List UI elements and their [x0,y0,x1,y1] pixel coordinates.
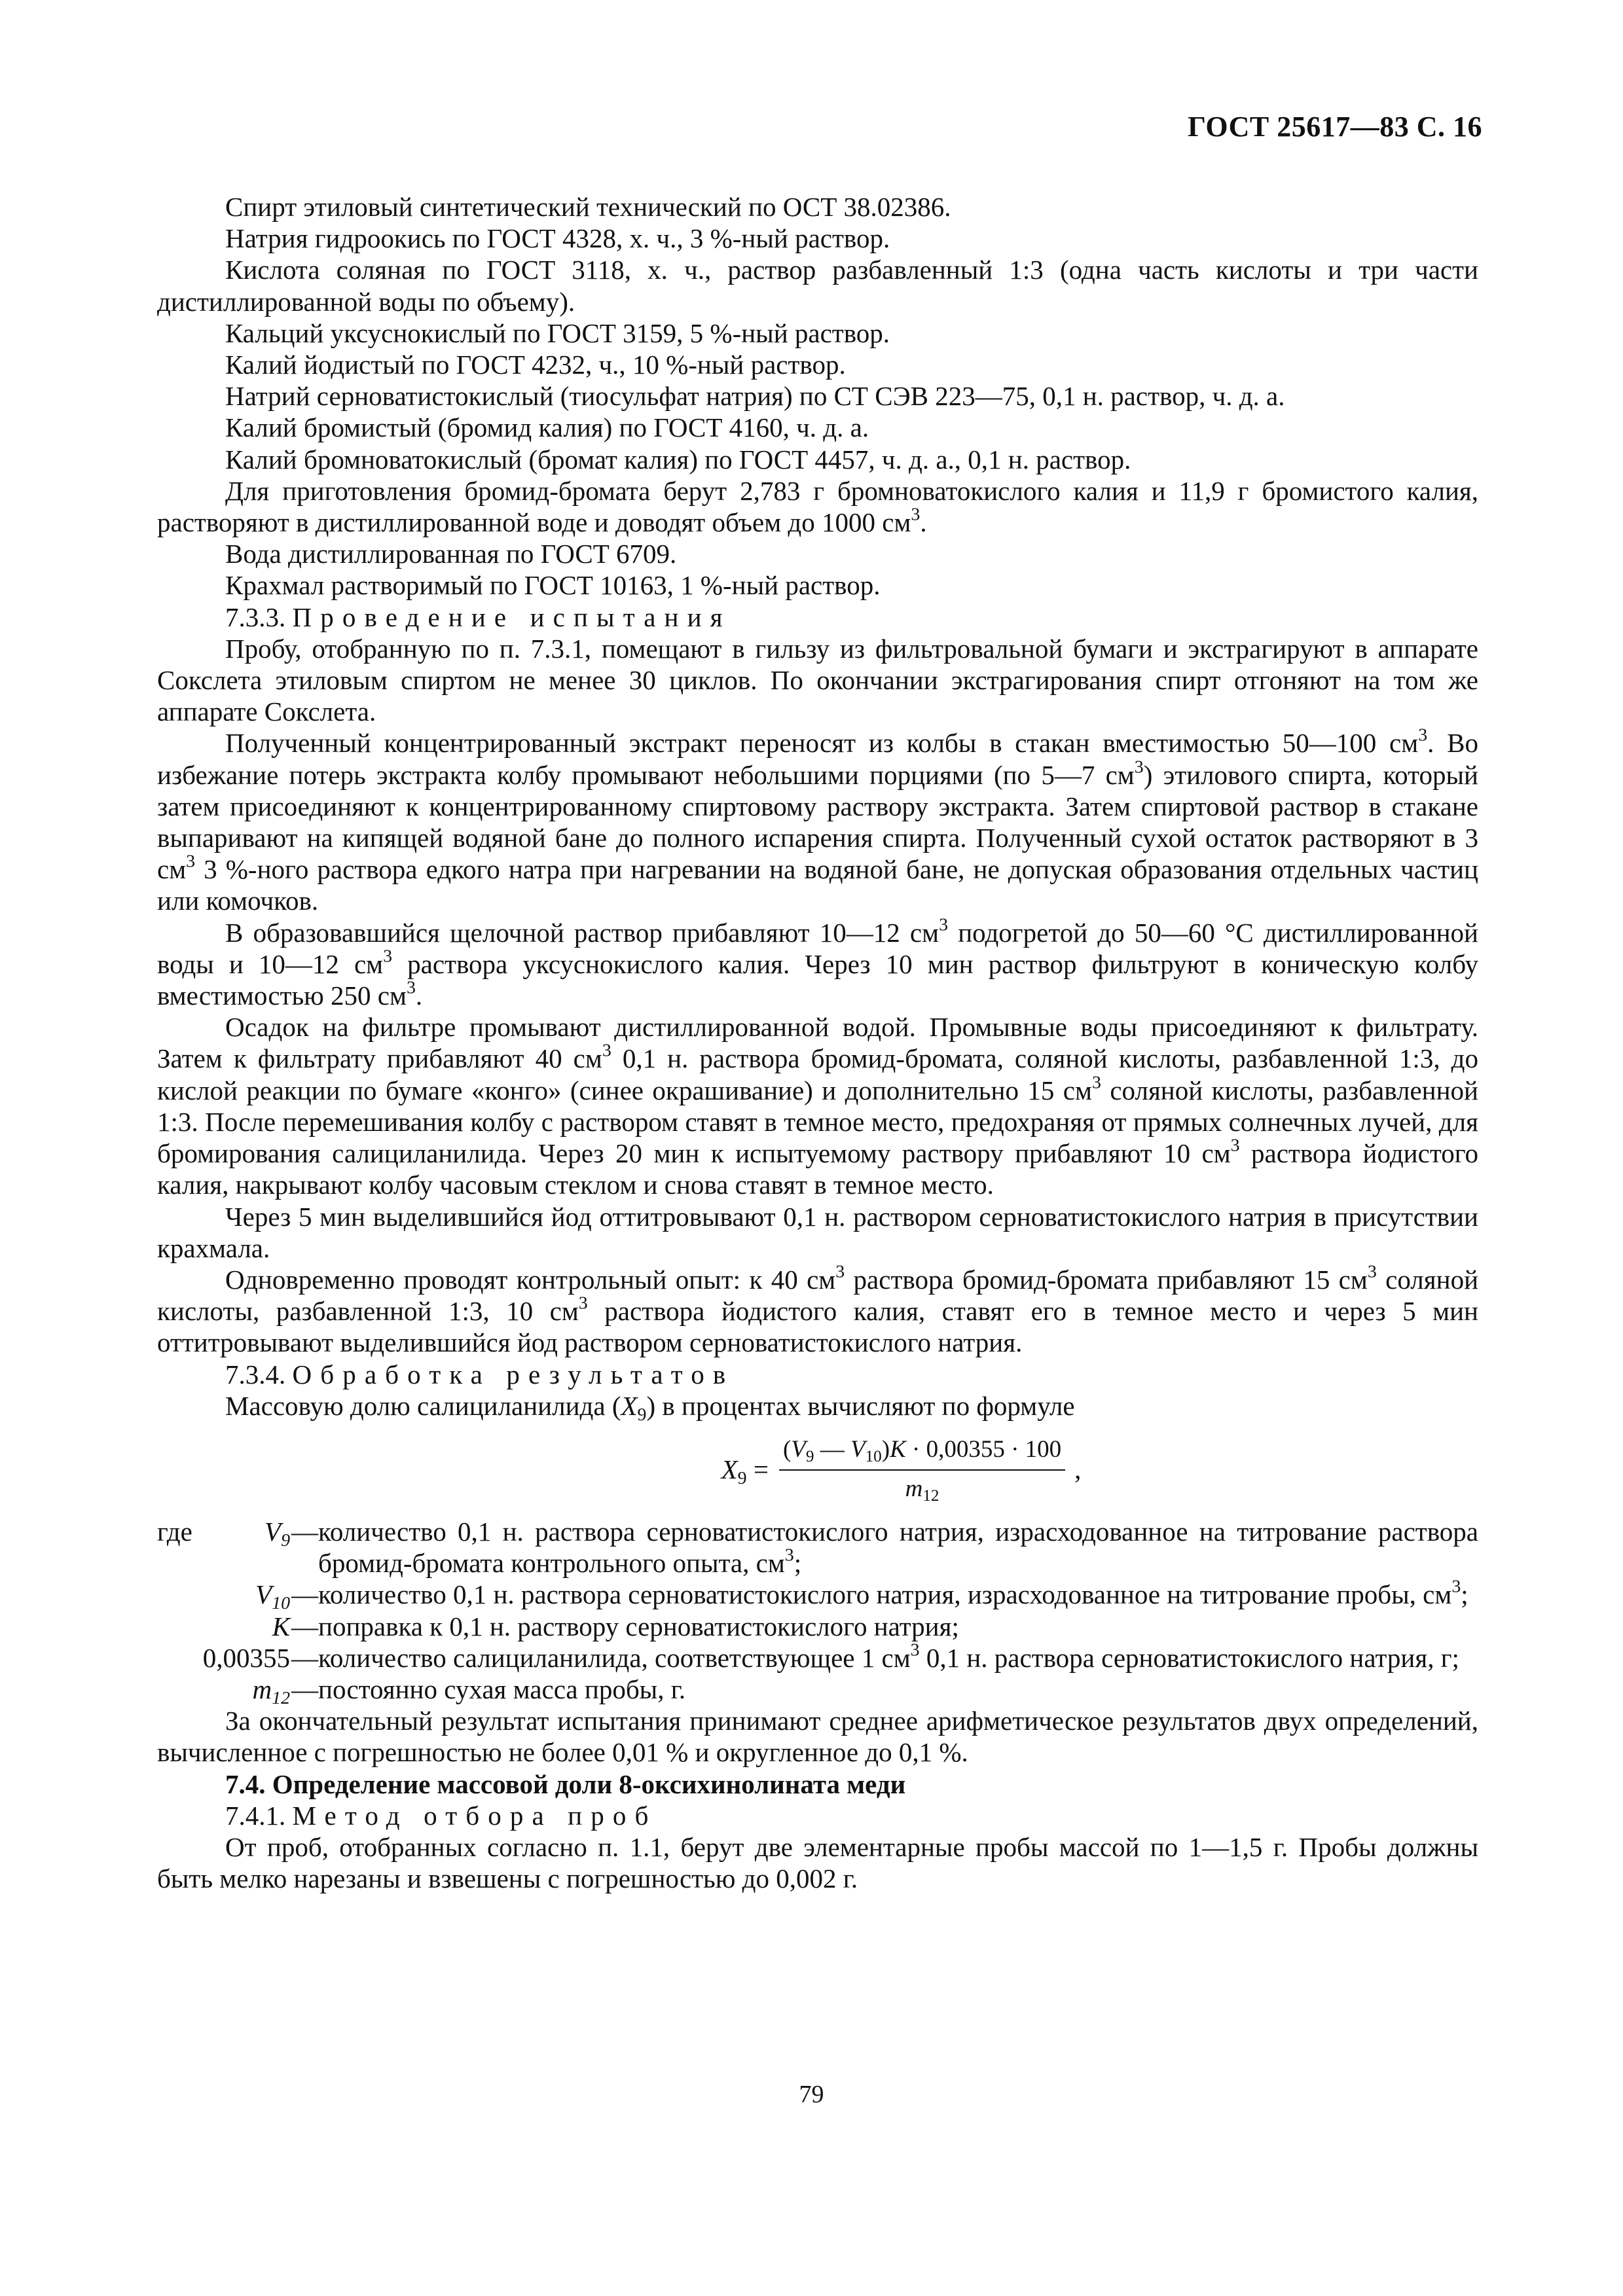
definition-dash: — [291,1674,318,1704]
section-7-3-3-heading: 7.3.3. Проведение испытания [225,601,731,632]
sampling-paragraph: От проб, отобранных согласно п. 1.1, берут две элементарные пробы массой по 1—1,5 г. Пробы должны быть мелко нарезаны и взвешены с погрешностью до 0,002 г. [157,1831,1478,1894]
reagent-line: Калий бромноватокислый (бромат калия) по ГОСТ 4457, ч. д. а., 0,1 н. раствор. [225,444,1131,475]
definition-text: количество 0,1 н. раствора серноватистокислого натрия, израсходованное на титрование пробы, $см^3$; [318,1577,1468,1610]
definition-dash: — [291,1579,318,1610]
section-7-3-4-heading: 7.3.4. Обработка результатов [225,1359,735,1390]
definition-text: поправка к 0,1 н. раствору серноватистокислого натрия; [318,1611,959,1641]
section-7-4-1-heading: 7.4.1. Метод отбора проб [225,1800,657,1831]
where-word: где [157,1516,192,1547]
running-header: ГОСТ 25617—83 С. 16 [1187,111,1482,143]
definition-symbol: K [272,1611,290,1641]
definition-row [157,1516,1478,1579]
bromate-preparation-paragraph: Для приготовления бромид-бромата берут 2,783 г бромноватокислого калия и 11,9 г бромистого калия, растворяют в дистиллированной воде и доводят объем до 1000 $см^3$. [157,475,1478,538]
starch-line: Крахмал растворимый по ГОСТ 10163, 1 %-ный раствор. [225,570,881,601]
reagent-line: Натрия гидроокись по ГОСТ 4328, х. ч., 3 %-ный раствор. [225,223,890,254]
reagent-line: Кислота соляная по ГОСТ 3118, х. ч., раствор разбавленный 1:3 (одна часть кислоты и три части дистиллированной воды по объему). [157,255,1478,317]
document-body [157,191,1478,1894]
definition-symbol: $V_9$ [264,1516,290,1551]
reagent-line: Спирт этиловый синтетический технический по ОСТ 38.02386. [225,192,951,222]
formula-comma: , [1074,1454,1082,1484]
definition-row [157,1611,1478,1642]
reagent-line: Кальций уксуснокислый по ГОСТ 3159, 5 %-ный раствор. [225,317,890,348]
formula [324,1431,1478,1508]
formula-denominator: $m_{12}$ [905,1475,939,1505]
definition-row [157,1674,1478,1705]
extract-paragraph: Полученный концентрированный экстракт переносят из колбы в стакан вместимостью 50—100 $см^3$. Во избежание потерь экстракта колбу промывают небольшими порциями (по 5—7 $см^3$) этилового спирта, который затем присоединяют к концентрированному спиртовому раствору экстракта. Затем спиртовой раствор в стакане выпаривают на кипящей водяной бане до полного испарения спирта. Полученный сухой остаток растворяют в 3 $см^3$ 3 %-ного раствора едкого натра при нагревании на водяной бане, не допуская образования отдельных частиц или комочков. [157,725,1478,916]
titration-paragraph: Через 5 мин выделившийся йод оттитровывают 0,1 н. раствором серноватистокислого натрия в присутствии крахмала. [157,1201,1478,1263]
page-number: 79 [799,2081,824,2108]
definition-text: количество салициланилида, соответствующее 1 $см^3$ 0,1 н. раствора серноватистокислого натрия, г; [318,1640,1459,1673]
definition-text: количество 0,1 н. раствора серноватистокислого натрия, израсходованное на титрование раствора бромид-бромата контрольного опыта, $см^3$; [318,1516,1478,1579]
variable-definitions [157,1516,1478,1708]
formula-numerator: ($V_9$ — $V_{10})K \cdot 0,00355 \cdot 100$ [779,1434,1065,1471]
alkaline-solution-paragraph: В образовавшийся щелочной раствор прибавляют 10—12 $см^3$ подогретой до 50—60 °С дистиллированной воды и 10—12 $см^3$ раствора уксуснокислого калия. Через 10 мин раствор фильтруют в коническую колбу вместимостью 250 $см^3$. [157,914,1479,1011]
filter-paragraph: Осадок на фильтре промывают дистиллированной водой. Промывные воды присоединяют к фильтрату. Затем к фильтрату прибавляют 40 $см^3$ 0,1 н. раствора бромид-бромата, соляной кислоты, разбавленной 1:3, до кислой реакции по бумаге «конго» (синее окрашивание) и дополнительно 15 $см^3$ соляной кислоты, разбавленной 1:3. После перемешивания колбу с раствором ставят в темное место, предохраняя от прямых солнечных лучей, для бромирования салициланилида. Через 20 мин к испытуемому раствору прибавляют 10 $см^3$ раствора йодистого калия, накрывают колбу часовым стеклом и снова ставят в темное место. [157,1012,1479,1200]
formula-lhs: $X_9$ = [721,1454,769,1488]
formula-fraction [779,1434,1065,1505]
reagent-line: Натрий серноватистокислый (тиосульфат натрия) по СТ СЭВ 223—75, 0,1 н. раствор, ч. д. а. [225,381,1285,412]
definition-row [157,1579,1478,1610]
definition-symbol: $m_{12}$ [252,1674,290,1708]
reagent-line: Калий бромистый (бромид калия) по ГОСТ 4160, ч. д. а. [225,412,869,443]
control-experiment-paragraph: Одновременно проводят контрольный опыт: к 40 $см^3$ раствора бромид-бромата прибавляют 15 $см^3$ соляной кислоты, разбавленной 1:3, 10 $см^3$ раствора йодистого калия, ставят его в темное место и через 5 мин оттитровывают выделившийся йод раствором серноватистокислого натрия. [157,1261,1479,1358]
definition-symbol: $V_{10}$ [255,1579,290,1614]
definition-text: постоянно сухая масса пробы, г. [318,1674,686,1704]
section-7-4-heading: 7.4. Определение массовой доли 8-оксихинолината меди [225,1768,906,1799]
result-paragraph: За окончательный результат испытания принимают среднее арифметическое результатов двух определений, вычисленное с погрешностью не более 0,01 % и округленное до 0,1 %. [157,1706,1478,1768]
reagent-line: Калий йодистый по ГОСТ 4232, ч., 10 %-ный раствор. [225,350,846,380]
definition-dash: — [291,1642,318,1673]
definition-symbol: 0,00355 [202,1642,290,1673]
definition-dash: — [291,1611,318,1641]
water-line: Вода дистиллированная по ГОСТ 6709. [225,539,677,569]
definition-row [157,1642,1478,1674]
definition-dash: — [291,1516,318,1547]
sample-paragraph: Пробу, отобранную по п. 7.3.1, помещают в гильзу из фильтровальной бумаги и экстрагируют в аппарате Сокслета этиловым спиртом не менее 30 циклов. По окончании экстрагирования спирт отгоняют на том же аппарате Сокслета. [157,633,1478,727]
formula-intro: Массовую долю салициланилида $(X_9)$ в процентах вычисляют по формуле [225,1390,1075,1425]
